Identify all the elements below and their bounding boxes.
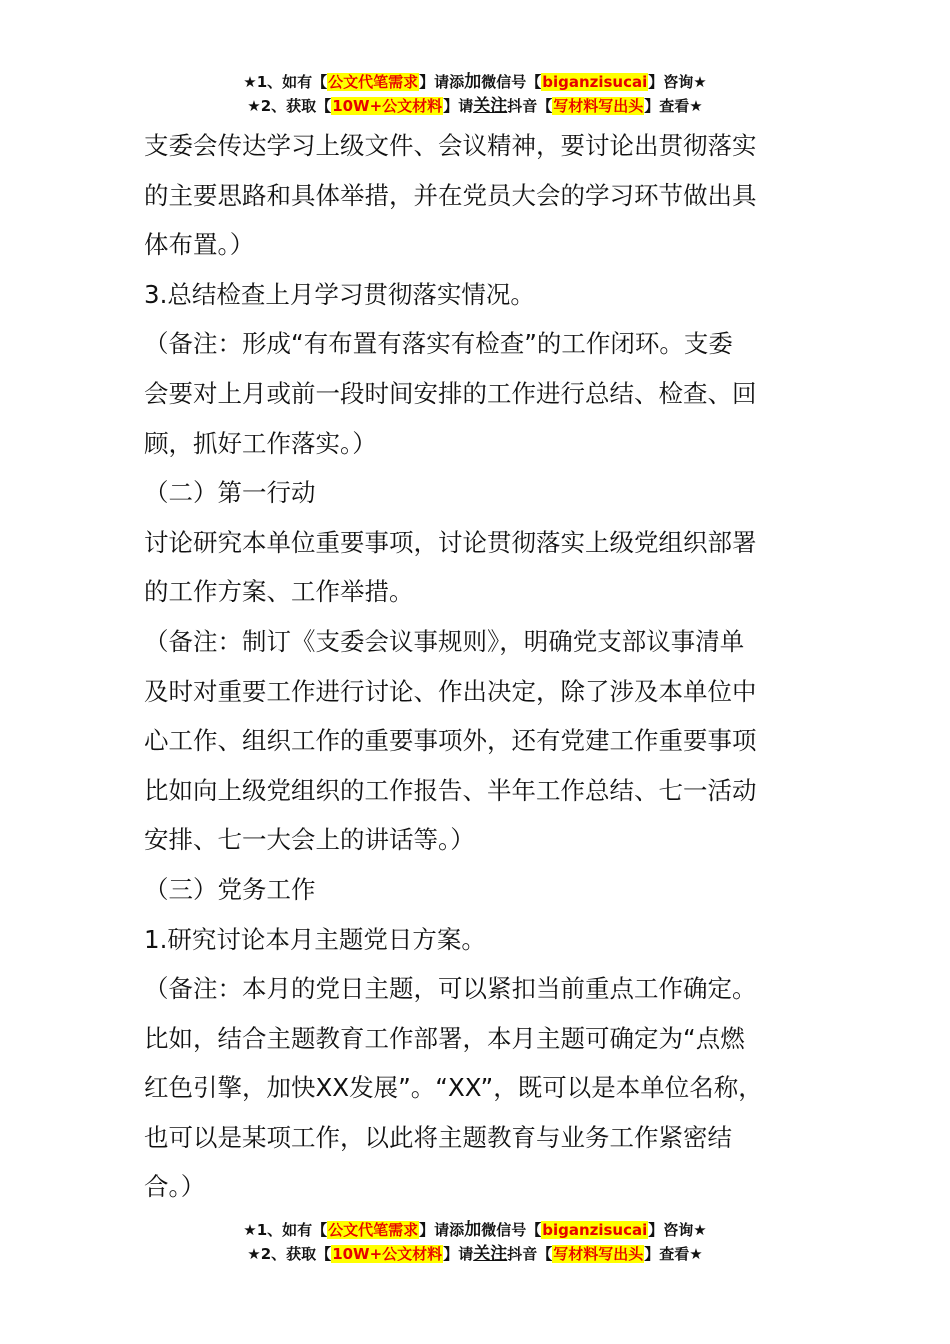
- paragraph-line: 顾，抓好工作落实。）: [144, 428, 377, 458]
- banner-text: 加: [464, 72, 482, 92]
- highlight-wechat-id: biganzisucai: [542, 1221, 648, 1239]
- banner-text: 加: [464, 1220, 482, 1240]
- paragraph-line: 体布置。）: [144, 230, 255, 260]
- paragraph-line: 心工作、组织工作的重要事项外，还有党建工作重要事项: [144, 726, 757, 756]
- paragraph-line: 比如向上级党组织的工作报告、半年工作总结、七一活动: [144, 775, 757, 805]
- banner-text: 关注: [473, 96, 508, 116]
- paragraph-line: （备注：制订《支委会议事规则》，明确党支部议事清单: [144, 626, 745, 656]
- banner-text: 】查看★: [644, 1245, 703, 1263]
- banner-text: ★1、如有【: [243, 1221, 328, 1239]
- banner-text: ★2、获取【: [247, 97, 332, 115]
- highlight-douyin: 写材料写出头: [553, 1245, 644, 1263]
- banner-text: 】请添: [419, 1221, 465, 1239]
- paragraph-line: 也可以是某项工作，以此将主题教育与业务工作紧密结: [144, 1122, 732, 1152]
- paragraph-line: 安排、七一大会上的讲话等。）: [144, 825, 475, 855]
- banner-text: ★2、获取【: [247, 1245, 332, 1263]
- paragraph-line: 讨论研究本单位重要事项，讨论贯彻落实上级党组织部署: [144, 527, 757, 557]
- paragraph-line: （备注：形成“有布置有落实有检查”的工作闭环。支委: [144, 329, 733, 359]
- paragraph-line: 1.研究讨论本月主题党日方案。: [144, 924, 486, 954]
- highlight-materials: 10W+公文材料: [332, 1245, 443, 1263]
- banner-text: 】咨询★: [648, 73, 707, 91]
- banner-line-1: [0, 1218, 950, 1242]
- paragraph-line: （备注：本月的党日主题，可以紧扣当前重点工作确定。: [144, 974, 757, 1004]
- paragraph-line: 红色引擎，加快XX发展”。“XX”，既可以是本单位名称，: [144, 1073, 763, 1103]
- paragraph-line: 的主要思路和具体举措，并在党员大会的学习环节做出具: [144, 180, 757, 210]
- highlight-materials: 10W+公文材料: [332, 97, 443, 115]
- banner-line-2: [0, 1242, 950, 1266]
- banner-text: 抖音【: [507, 97, 553, 115]
- paragraph-line: 比如，结合主题教育工作部署，本月主题可确定为“点燃: [144, 1023, 745, 1053]
- paragraph-line: （二）第一行动: [144, 478, 316, 508]
- highlight-service: 公文代笔需求: [328, 73, 419, 91]
- banner-text: 】请: [443, 1245, 474, 1263]
- paragraph-line: 3.总结检查上月学习贯彻落实情况。: [144, 279, 535, 309]
- footer-banner: [0, 1218, 950, 1266]
- paragraph-line: 会要对上月或前一段时间安排的工作进行总结、检查、回: [144, 378, 757, 408]
- paragraph-line: 的工作方案、工作举措。: [144, 577, 414, 607]
- highlight-douyin: 写材料写出头: [553, 97, 644, 115]
- banner-text: ★1、如有【: [243, 73, 328, 91]
- banner-line-1: [0, 70, 950, 94]
- banner-line-2: [0, 94, 950, 118]
- banner-text: 】请添: [419, 73, 465, 91]
- highlight-wechat-id: biganzisucai: [542, 73, 648, 91]
- header-banner: [0, 70, 950, 118]
- banner-text: 微信号【: [481, 1221, 542, 1239]
- banner-text: 】咨询★: [648, 1221, 707, 1239]
- paragraph-line: 合。）: [144, 1172, 206, 1202]
- banner-text: 微信号【: [481, 73, 542, 91]
- paragraph-line: 支委会传达学习上级文件、会议精神，要讨论出贯彻落实: [144, 131, 757, 160]
- banner-text: 】查看★: [644, 97, 703, 115]
- document-body: [144, 121, 814, 1212]
- banner-text: 关注: [473, 1244, 508, 1264]
- paragraph-line: （三）党务工作: [144, 874, 316, 904]
- paragraph-line: 及时对重要工作进行讨论、作出决定，除了涉及本单位中: [144, 676, 757, 706]
- banner-text: 】请: [443, 97, 474, 115]
- highlight-service: 公文代笔需求: [328, 1221, 419, 1239]
- banner-text: 抖音【: [507, 1245, 553, 1263]
